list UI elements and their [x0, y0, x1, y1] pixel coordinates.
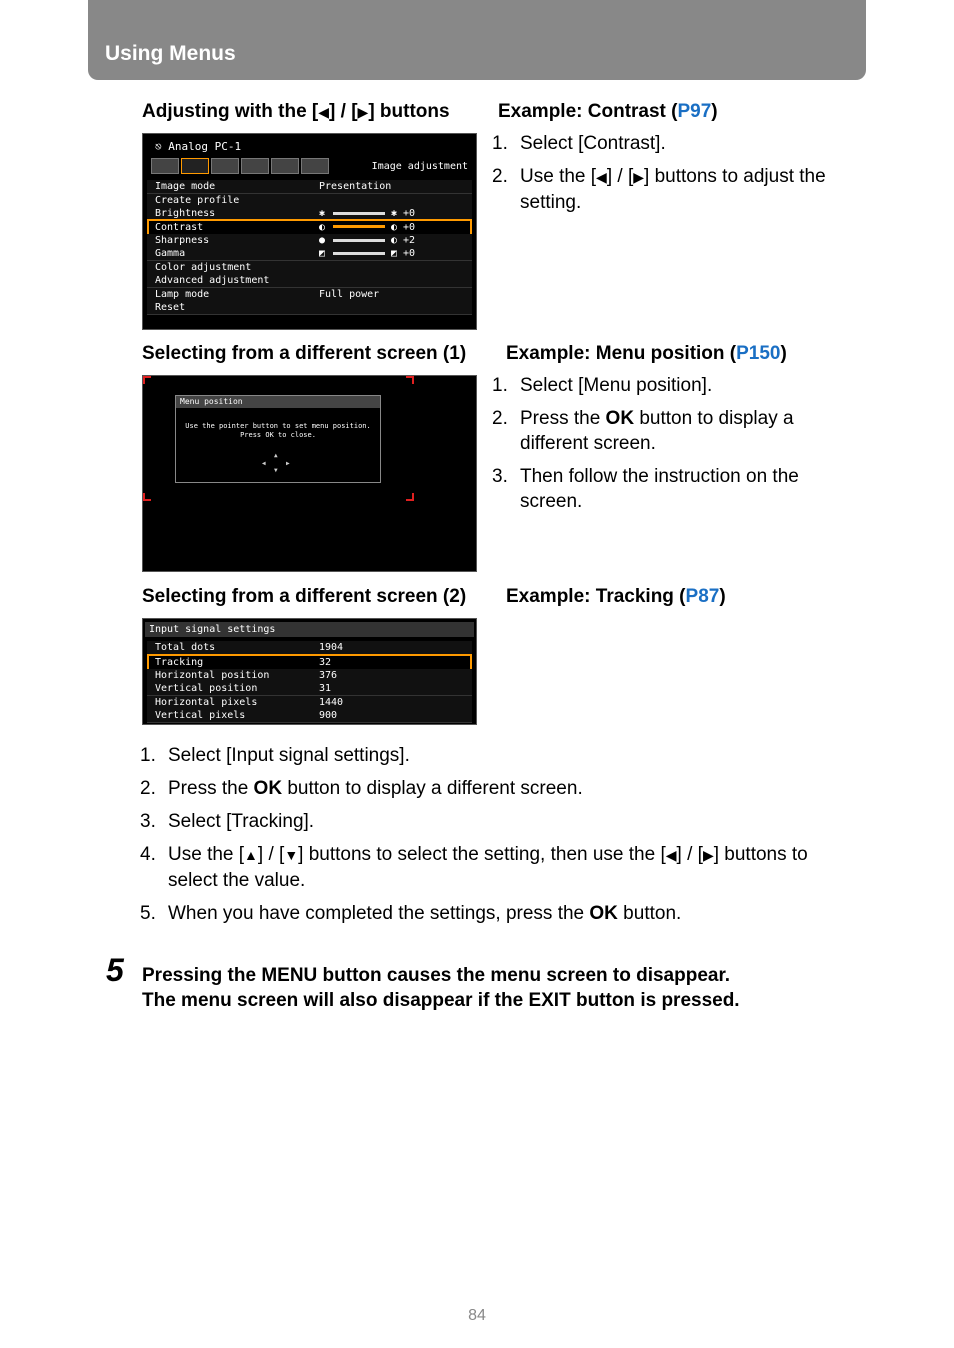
- row-value: +0: [403, 248, 416, 259]
- sharpness-low-icon: ●: [319, 235, 326, 246]
- example-close: ): [780, 343, 787, 364]
- page-number: 84: [468, 1307, 486, 1324]
- step-number: 2.: [140, 778, 156, 799]
- right-arrow-icon: ▶: [357, 104, 369, 120]
- step-text: Select [Input signal settings].: [168, 745, 410, 766]
- row-label: Image mode: [155, 181, 216, 192]
- step5-line2: The menu screen will also disappear if the EXIT button is pressed.: [142, 990, 740, 1011]
- row-label: Create profile: [155, 195, 240, 206]
- row-value: 376: [319, 670, 338, 681]
- tab-installation-icon: [211, 158, 239, 174]
- step-number: 1.: [140, 745, 156, 766]
- section1-steps: [492, 131, 832, 223]
- header-title: Using Menus: [105, 42, 236, 65]
- step-text-c: ] buttons to select the setting, then use the [: [298, 844, 666, 865]
- section3-heading: Selecting from a different screen (2): [142, 586, 467, 607]
- tab-title: Image adjustment: [371, 161, 468, 172]
- gamma-slider: [333, 252, 385, 255]
- row-value: +0: [403, 208, 416, 219]
- section1-example: [498, 101, 718, 123]
- step-text-a: Use the [: [520, 166, 597, 187]
- pointer-arrows-icon: ▲ ◀ ▶ ▼: [262, 452, 290, 474]
- row-value: 900: [319, 710, 338, 721]
- step-text-b: button.: [617, 903, 682, 924]
- menu-row: [147, 180, 472, 194]
- right-arrow-icon: ▶: [702, 847, 714, 863]
- menu-row: [147, 247, 472, 261]
- step-number: 3.: [492, 466, 508, 487]
- list-item: [492, 131, 832, 156]
- page-link-p97[interactable]: P97: [677, 101, 712, 122]
- section2-heading: Selecting from a different screen (1): [142, 343, 467, 364]
- gamma-high-icon: ◩: [391, 248, 398, 259]
- step-number: 4.: [140, 844, 156, 865]
- row-label: Total dots: [155, 642, 216, 653]
- menu-row: [147, 234, 472, 248]
- step-number: 1.: [492, 375, 508, 396]
- row-label: Horizontal pixels: [155, 697, 258, 708]
- row-value: Presentation: [319, 181, 392, 192]
- section3-steps: [140, 743, 840, 934]
- row-label: Contrast: [155, 222, 204, 233]
- step-text-b: button to display a different screen.: [520, 408, 794, 454]
- step-text: Select [Tracking].: [168, 811, 315, 832]
- example-label: Example: Menu position (: [506, 343, 737, 364]
- tab-image-adjustment-icon: [181, 158, 209, 174]
- sharpness-slider: [333, 239, 385, 242]
- section3-example: [506, 586, 726, 608]
- step-text: Select [Menu position].: [520, 375, 713, 396]
- list-item: [140, 776, 840, 801]
- menu-row: [147, 641, 472, 655]
- list-item: [140, 901, 840, 926]
- row-label: Horizontal position: [155, 670, 270, 681]
- row-label: Brightness: [155, 208, 216, 219]
- tab-system-icon: [241, 158, 269, 174]
- ok-button-label: OK: [253, 778, 283, 799]
- list-item: [140, 743, 840, 768]
- step-text-b: button to display a different screen.: [282, 778, 583, 799]
- left-arrow-icon: ◀: [318, 104, 330, 120]
- row-value: 1904: [319, 642, 344, 653]
- step-number: 2.: [492, 408, 508, 429]
- input-signal-settings-screen: [142, 618, 477, 725]
- input-icon: ⎋: [155, 140, 162, 153]
- contrast-slider: [333, 225, 385, 228]
- contrast-high-icon: ◐: [391, 222, 398, 233]
- example-close: ): [719, 586, 726, 607]
- step-number: 2.: [492, 166, 508, 187]
- menu-row: [147, 696, 472, 710]
- list-item: [140, 809, 840, 834]
- gamma-low-icon: ◩: [319, 248, 326, 259]
- screen-title: Input signal settings: [145, 622, 474, 637]
- step-number: 3.: [140, 811, 156, 832]
- section1-title-post: ] buttons: [368, 101, 450, 122]
- example-label: Example: Tracking (: [506, 586, 686, 607]
- row-value: 1440: [319, 697, 344, 708]
- list-item: [492, 164, 832, 215]
- dialog-line2: Press OK to close.: [240, 431, 316, 439]
- dialog-line1: Use the pointer button to set menu position.: [185, 422, 371, 430]
- menu-row: [147, 274, 472, 288]
- brightness-slider: [333, 212, 385, 215]
- menu-row: [147, 709, 472, 723]
- contrast-low-icon: ◐: [319, 222, 326, 233]
- list-item: [492, 464, 832, 514]
- tab-network-icon: [271, 158, 299, 174]
- step-text-d: ] / [: [676, 844, 703, 865]
- step-text-c: ] buttons to adjust the setting.: [520, 166, 826, 213]
- step-number-5: 5: [106, 952, 124, 988]
- example-close: ): [711, 101, 718, 122]
- menu-row: [147, 261, 472, 275]
- page-link-p87[interactable]: P87: [685, 586, 720, 607]
- step-number: 1.: [492, 133, 508, 154]
- page-link-p150[interactable]: P150: [736, 343, 781, 364]
- left-arrow-icon: ◀: [665, 847, 677, 863]
- brightness-low-icon: ✱: [319, 208, 326, 219]
- row-value: +2: [403, 235, 416, 246]
- ok-button-label: OK: [589, 903, 618, 924]
- menu-row: [147, 194, 472, 208]
- sharpness-high-icon: ◐: [391, 235, 398, 246]
- row-label: Sharpness: [155, 235, 210, 246]
- right-arrow-icon: ▶: [633, 169, 645, 185]
- row-value: 32: [319, 657, 332, 668]
- step-number: 5.: [140, 903, 156, 924]
- section2-steps: [492, 373, 832, 522]
- step-text: Select [Contrast].: [520, 133, 666, 154]
- example-label: Example: Contrast (: [498, 101, 678, 122]
- image-adjustment-screen: [142, 133, 477, 330]
- step5-line1: Pressing the MENU button causes the menu screen to disappear.: [142, 965, 731, 986]
- row-label: Reset: [155, 302, 186, 313]
- step-text-a: Use the [: [168, 844, 245, 865]
- tab-display-icon: [151, 158, 179, 174]
- row-value: +0: [403, 222, 416, 233]
- step5-text: [142, 963, 740, 1013]
- row-label: Gamma: [155, 248, 186, 259]
- list-item: [492, 406, 832, 456]
- left-arrow-icon: ◀: [596, 169, 607, 185]
- input-source-text: Analog PC-1: [168, 140, 242, 153]
- brightness-high-icon: ✱: [391, 208, 398, 219]
- list-item: [492, 373, 832, 398]
- input-source-label: [155, 140, 241, 153]
- section1-title-pre: Adjusting with the [: [142, 101, 319, 122]
- row-value: Full power: [319, 289, 380, 300]
- menu-position-screen: [142, 375, 477, 572]
- menu-row: [147, 682, 472, 696]
- row-label: Tracking: [155, 657, 204, 668]
- down-arrow-icon: ▼: [284, 847, 299, 863]
- tab-info-icon: [301, 158, 329, 174]
- row-label: Vertical pixels: [155, 710, 246, 721]
- section2-example: [506, 343, 787, 365]
- row-value: 31: [319, 683, 332, 694]
- step-text-b: ] / [: [257, 844, 285, 865]
- dialog-title: Menu position: [176, 396, 380, 408]
- row-label: Advanced adjustment: [155, 275, 270, 286]
- page-header: [88, 0, 866, 80]
- step-text-a: Press the: [168, 778, 254, 799]
- section1-heading: [142, 101, 450, 123]
- menu-row: [147, 669, 472, 683]
- row-label: Vertical position: [155, 683, 258, 694]
- ok-button-label: OK: [605, 408, 635, 429]
- up-arrow-icon: ▲: [244, 847, 258, 863]
- step-text-a: Press the: [520, 408, 606, 429]
- row-label: Lamp mode: [155, 289, 210, 300]
- step-text-b: ] / [: [606, 166, 634, 187]
- list-item: [140, 842, 840, 893]
- step-text: Then follow the instruction on the screen.: [520, 466, 799, 512]
- menu-row: [147, 288, 472, 302]
- row-label: Color adjustment: [155, 262, 252, 273]
- menu-row: [147, 301, 472, 315]
- menu-position-dialog: [175, 395, 381, 483]
- section1-title-mid: ] / [: [329, 101, 358, 122]
- step-text-a: When you have completed the settings, press the: [168, 903, 590, 924]
- step-text-e: ] buttons to select the value.: [168, 844, 808, 891]
